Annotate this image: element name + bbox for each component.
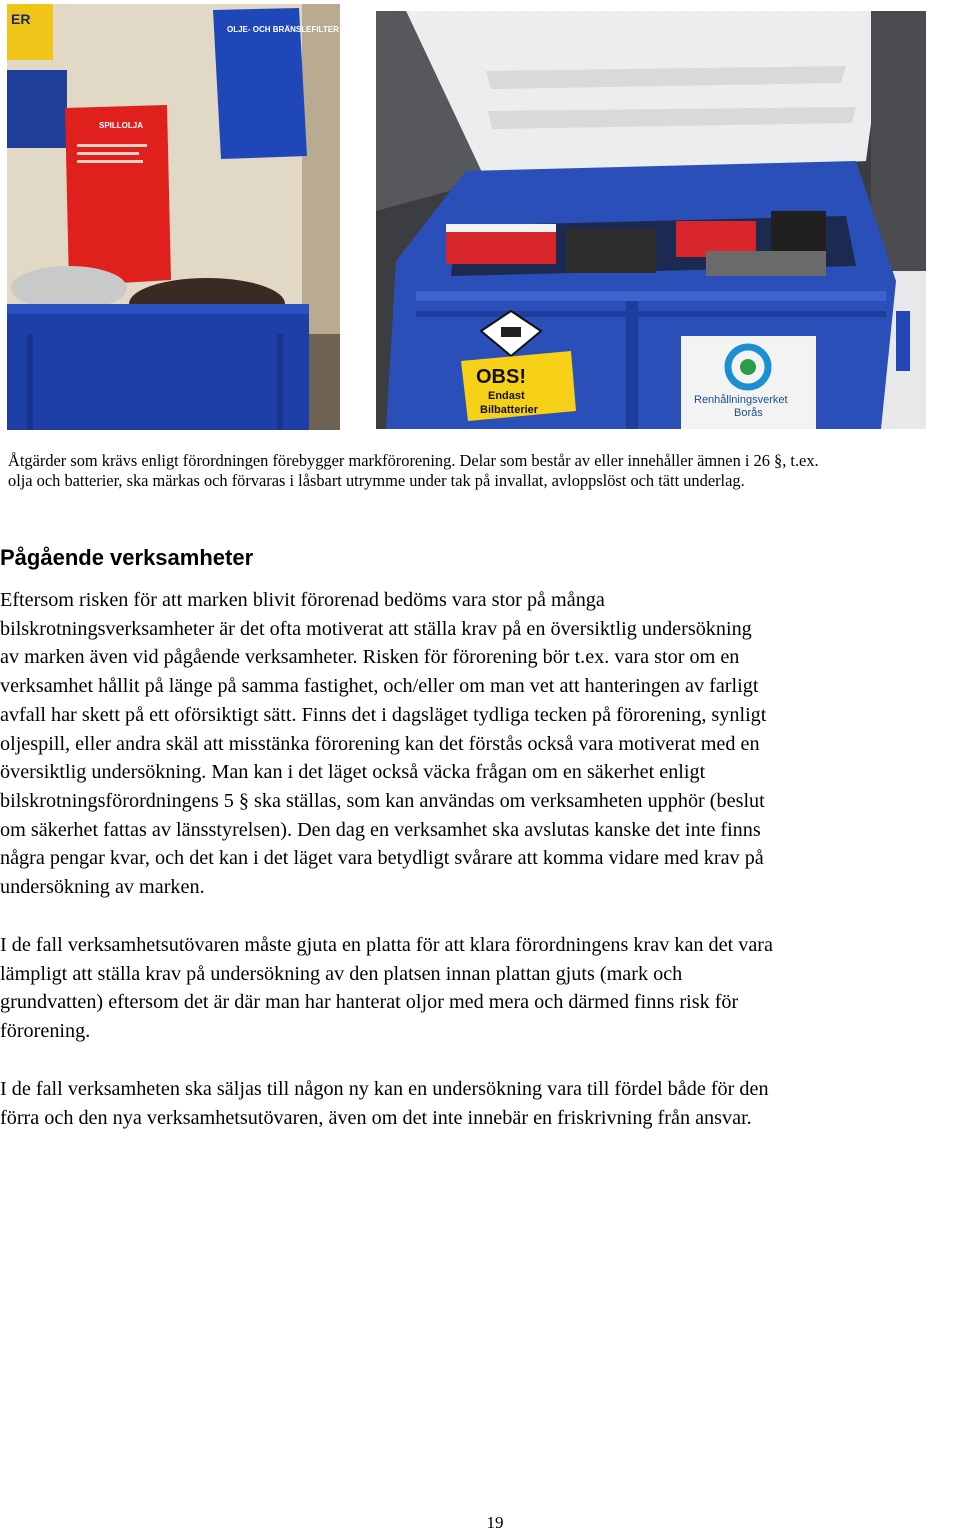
- paragraph-line: lämpligt att ställa krav på undersökning av den platsen innan plattan gjuts (mark och: [0, 962, 683, 985]
- paragraph-line: avfall har skett på ett oförsiktigt sätt. Finns det i dagsläget tydliga tecken på förorening, synligt: [0, 703, 767, 726]
- obs-label-line2: Endast: [488, 390, 525, 402]
- paragraph-line: bilskrotningsförordningens 5 § ska ställas, som kan användas om verksamheten upphör (beslut: [0, 789, 765, 812]
- paragraph-line: av marken även vid pågående verksamheter. Risken för förorening bör t.ex. vara stor om en: [0, 646, 740, 669]
- paragraph-line: grundvatten) eftersom det är där man har hanterat oljor med mera och därmed finns risk för: [0, 991, 739, 1014]
- body-paragraph: [0, 586, 960, 902]
- paragraph-line: I de fall verksamhetsutövaren måste gjuta en platta för att klara förordningens krav kan det vara: [0, 934, 773, 956]
- paragraph-line: några pengar kvar, och det kan i det läget vara betydligt svårare att komma vidare med krav på: [0, 847, 764, 870]
- page-number: 19: [486, 1513, 504, 1532]
- paragraph-line: verksamhet hållit på länge på samma fastighet, och/eller om man vet att hanteringen av farligt: [0, 675, 759, 698]
- photo-oil-storage-wall-graphic: [7, 4, 340, 430]
- photo-caption: [8, 451, 953, 491]
- obs-label-line3: Bilbatterier: [480, 404, 539, 416]
- yellow-sign-text: ER: [11, 11, 31, 27]
- photo-battery-container-graphic: [376, 11, 926, 429]
- red-sign-text: SPILLOLJA: [99, 121, 144, 130]
- photo-oil-storage-wall: [7, 4, 340, 430]
- paragraph-line: översiktlig undersökning. Man kan i det läget också väcka frågan om en säkerhet enligt: [0, 761, 706, 784]
- paragraph-line: Eftersom risken för att marken blivit förorenad bedöms vara stor på många: [0, 589, 605, 611]
- obs-label-text: OBS!: [476, 366, 526, 388]
- section-heading: Pågående verksamheter: [0, 545, 254, 570]
- paragraph-line: om säkerhet fattas av länsstyrelsen). Den dag en verksamhet ska avslutas kanske det inte finns: [0, 818, 761, 841]
- blue-sign-text: OLJE- OCH BRÄNSLEFILTER: [227, 25, 339, 34]
- company-label-line1: Renhållningsverket: [694, 394, 788, 406]
- caption-line: olja och batterier, ska märkas och förvaras i låsbart utrymme under tak på invallat, avloppslöst och tätt underlag.: [8, 471, 745, 490]
- paragraph-line: I de fall verksamheten ska säljas till någon ny kan en undersökning vara till fördel både för den: [0, 1078, 769, 1100]
- paragraph-line: bilskrotningsverksamheter är det ofta motiverat att ställa krav på en översiktlig undersökning: [0, 617, 752, 640]
- paragraph-line: oljespill, eller andra skäl att misstänka förorening kan det förstås också vara motiverat med en: [0, 732, 760, 755]
- paragraph-line: förorening.: [0, 1020, 91, 1043]
- body-paragraph: [0, 1075, 960, 1132]
- paragraph-line: undersökning av marken.: [0, 876, 205, 899]
- body-paragraph: [0, 931, 960, 1046]
- photo-battery-container: [376, 11, 926, 429]
- caption-line: Åtgärder som krävs enligt förordningen förebygger markförorening. Delar som består av eller innehåller ämnen i 26 §, t.ex.: [8, 451, 819, 470]
- company-label-line2: Borås: [734, 407, 763, 419]
- paragraph-line: förra och den nya verksamhetsutövaren, även om det inte innebär en friskrivning från ansvar.: [0, 1106, 752, 1129]
